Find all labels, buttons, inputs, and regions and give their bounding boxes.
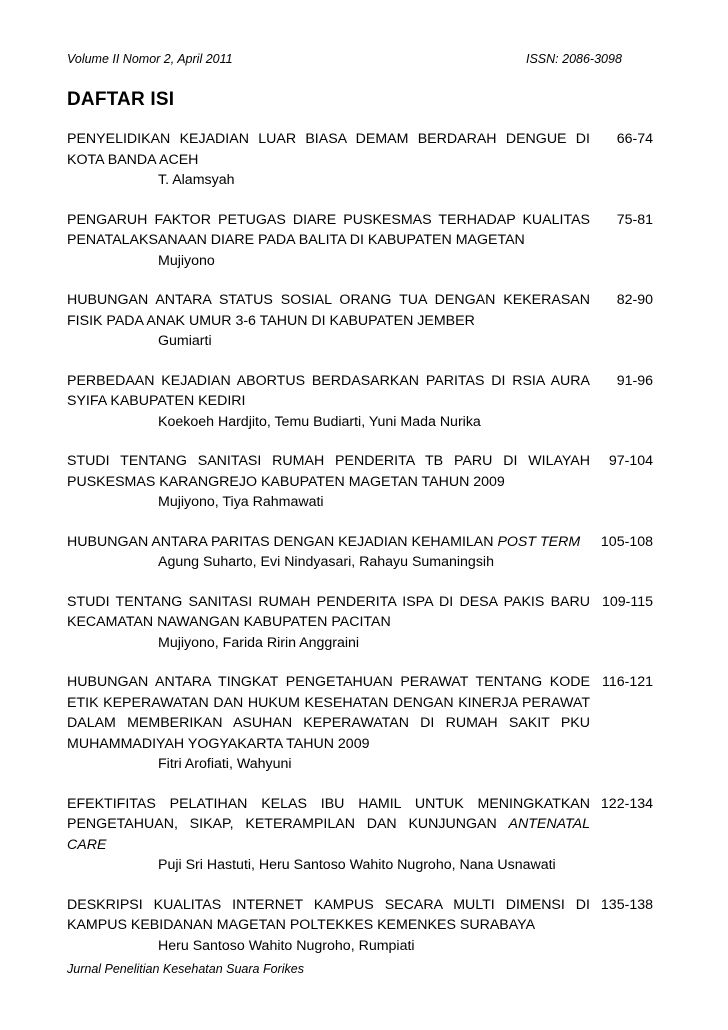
toc-entry bbox=[67, 672, 653, 775]
toc-entry bbox=[67, 129, 653, 191]
entry-authors: Mujiyono, Tiya Rahmawati bbox=[158, 494, 324, 510]
page-footer: Jurnal Penelitian Kesehatan Suara Forikes bbox=[67, 962, 304, 976]
entry-authors: Fitri Arofiati, Wahyuni bbox=[158, 756, 292, 772]
toc-entry bbox=[67, 895, 653, 957]
toc-entry bbox=[67, 210, 653, 272]
entry-title-part: HUBUNGAN ANTARA STATUS SOSIAL ORANG TUA DENGAN KEKERASAN FISIK PADA ANAK UMUR 3-6 TAHUN DI KABUPATEN JEMBER bbox=[67, 292, 590, 329]
entry-authors: Puji Sri Hastuti, Heru Santoso Wahito Nugroho, Nana Usnawati bbox=[158, 857, 556, 873]
entry-title bbox=[67, 672, 590, 754]
entry-title bbox=[67, 895, 590, 936]
entry-title bbox=[67, 129, 590, 170]
page-header bbox=[67, 52, 653, 70]
entry-pages: 82-90 bbox=[616, 292, 653, 308]
entry-title bbox=[67, 794, 590, 856]
entry-title-part: PERBEDAAN KEJADIAN ABORTUS BERDASARKAN PARITAS DI RSIA AURA SYIFA KABUPATEN KEDIRI bbox=[67, 372, 590, 409]
toc-entry bbox=[67, 290, 653, 352]
entry-pages: 116-121 bbox=[601, 674, 653, 690]
toc-entry bbox=[67, 371, 653, 433]
entry-pages: 122-134 bbox=[600, 795, 653, 812]
entry-title bbox=[67, 371, 590, 412]
entry-title-part: PENYELIDIKAN KEJADIAN LUAR BIASA DEMAM BERDARAH DENGUE DI KOTA BANDA ACEH bbox=[67, 131, 590, 168]
entry-pages: 66-74 bbox=[616, 131, 653, 147]
entry-title-part: HUBUNGAN ANTARA PARITAS DENGAN KEJADIAN KEHAMILAN bbox=[67, 533, 498, 550]
entry-title bbox=[67, 592, 590, 633]
entry-authors: Agung Suharto, Evi Nindyasari, Rahayu Sumaningsih bbox=[158, 554, 494, 570]
entry-title-italic-part: POST TERM bbox=[497, 533, 581, 550]
toc-entry bbox=[67, 451, 653, 513]
entry-pages: 75-81 bbox=[616, 211, 653, 228]
entry-title bbox=[67, 532, 590, 553]
entry-authors: Mujiyono, Farida Ririn Anggraini bbox=[158, 634, 360, 651]
page-title: DAFTAR ISI bbox=[67, 89, 175, 110]
entry-title-part: STUDI TENTANG SANITASI RUMAH PENDERITA TB PARU DI WILAYAH PUSKESMAS KARANGREJO KABUPATEN MAGETAN TAHUN 2009 bbox=[67, 453, 590, 490]
volume-label: Volume II Nomor 2, April 2011 bbox=[67, 52, 233, 66]
entry-authors: Mujiyono bbox=[158, 252, 215, 269]
entry-title-part: EFEKTIFITAS PELATIHAN KELAS IBU HAMIL UNTUK MENINGKATKAN PENGETAHUAN, SIKAP, KETERAMPILAN DAN KUNJUNGAN bbox=[67, 795, 590, 832]
entry-title-part: STUDI TENTANG SANITASI RUMAH PENDERITA ISPA DI DESA PAKIS BARU KECAMATAN NAWANGAN KABUPATEN PACITAN bbox=[67, 593, 590, 630]
entry-title-part: PENGARUH FAKTOR PETUGAS DIARE PUSKESMAS TERHADAP KUALITAS PENATALAKSANAAN DIARE PADA BALITA DI KABUPATEN MAGETAN bbox=[67, 211, 590, 248]
entry-authors: Koekoeh Hardjito, Temu Budiarti, Yuni Mada Nurika bbox=[158, 413, 481, 430]
entry-authors: Gumiarti bbox=[158, 333, 212, 349]
entry-title-part: HUBUNGAN ANTARA TINGKAT PENGETAHUAN PERAWAT TENTANG KODE ETIK KEPERAWATAN DAN HUKUM KESEHATAN DENGAN KINERJA PERAWAT DALAM MEMBERIKAN ASUHAN KEPERAWATAN DI RUMAH SAKIT PKU MUHAMMADIYAH YOGYAKARTA TAHUN 2009 bbox=[67, 674, 590, 752]
entry-pages: 109-115 bbox=[601, 593, 653, 610]
entry-authors: T. Alamsyah bbox=[158, 172, 235, 188]
entry-title-italic-part: ANTENATAL CARE bbox=[67, 816, 590, 853]
toc-entry bbox=[67, 532, 653, 573]
entry-title bbox=[67, 451, 590, 492]
entry-authors: Heru Santoso Wahito Nugroho, Rumpiati bbox=[158, 937, 415, 954]
entry-pages: 97-104 bbox=[608, 453, 653, 469]
issn-label: ISSN: 2086-3098 bbox=[526, 52, 622, 66]
entry-title bbox=[67, 290, 590, 331]
toc-entry bbox=[67, 592, 653, 654]
entry-title bbox=[67, 210, 590, 251]
entry-title-part: DESKRIPSI KUALITAS INTERNET KAMPUS SECARA MULTI DIMENSI DI KAMPUS KEBIDANAN MAGETAN POLTEKKES KEMENKES SURABAYA bbox=[67, 896, 590, 933]
entry-pages: 135-138 bbox=[600, 896, 653, 913]
table-of-contents bbox=[67, 129, 653, 975]
toc-entry bbox=[67, 794, 653, 876]
entry-pages: 91-96 bbox=[616, 372, 653, 389]
entry-pages: 105-108 bbox=[600, 533, 653, 550]
